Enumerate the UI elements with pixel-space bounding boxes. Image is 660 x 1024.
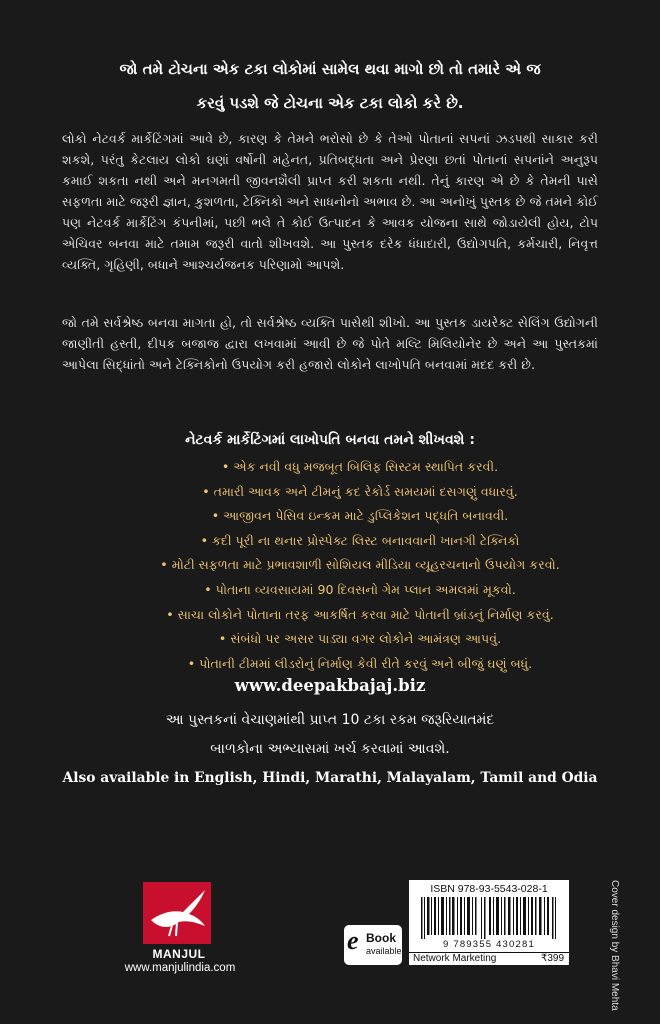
- ebook-book-label: Book: [366, 931, 396, 945]
- list-item: • પોતાની ટીમમાં લીડરોનું નિર્માણ કેવી રીતે કરવું અને બીજું ઘણું બધું.: [187, 655, 533, 671]
- publisher-name: MANJUL: [152, 947, 206, 961]
- list-item: • મોટી સફળતા માટે પ્રભાવશાળી સોશિયલ મીડિયા વ્યૂહરચનાનો ઉપયોગ કરવો.: [160, 557, 560, 573]
- book-price: ₹399: [540, 953, 564, 964]
- ebook-badge: [344, 925, 402, 965]
- list-item: • પોતાના વ્યવસાયમાં 90 દિવસનો ગેમ પ્લાન અમલમાં મૂકવો.: [204, 581, 516, 597]
- headline: [60, 52, 600, 120]
- also-available-note: Also available in English, Hindi, Marathi, Malayalam, Tamil and Odia: [62, 770, 598, 786]
- bird-icon: [143, 882, 211, 944]
- description-paragraph-2: જો તમે સર્વશ્રેષ્ઠ બનવા માગતા હો, તો સર્વશ્રેષ્ઠ વ્યક્તિ પાસેથી શીખો. આ પુસ્તક ડાયરેક્ટ સેલિંગ ઉદ્યોગની જાણીતી હસ્તી, દીપક બજાજ દ્વારા લખવામાં આવી છે જે પોતે મલ્ટિ મિલિયોનેર છે અને આ પુસ્તકમાં આપેલા સિદ્ધાંતો અને ટેક્નિકોનો ઉપયોગ કરી હજારો લોકોને લાખોપતિ બનવામાં મદદ કરી છે.: [62, 315, 598, 372]
- isbn-text: ISBN 978-93-5543-028-1: [430, 883, 548, 895]
- list-item: • તમારી આવક અને ટીમનું કદ રેકોર્ડ સમયમાં દસગણું વધારવું.: [202, 483, 518, 499]
- list-item: • કદી પૂરી ના થનાર પ્રોસ્પેક્ટ લિસ્ટ બનાવવાની ખાનગી ટેક્નિકો: [200, 532, 520, 548]
- cover-design-credit: Cover design by Bhavi Mehta: [609, 880, 620, 1011]
- headline-line-2: કરવું પડશે જે ટોચના એક ટકા લોકો કરે છે.: [196, 94, 464, 112]
- barcode-number: 9 789355 430281: [443, 939, 535, 950]
- list-item: • આજીવન પેસિવ ઇન્કમ માટે ડુપ્લિકેશન પદ્ધતિ બનાવવી.: [211, 508, 509, 524]
- author-website: www.deepakbajaj.biz: [234, 676, 426, 695]
- donation-note: [60, 706, 600, 764]
- list-item: • એક નવી વધુ મજબૂત બિલિફ સિસ્ટમ સ્થાપિત કરવી.: [221, 459, 499, 474]
- ebook-available-label: available: [366, 946, 402, 956]
- donation-line-1: આ પુસ્તકનાં વેચાણમાંથી પ્રાપ્ત 10 ટકા રકમ જરૂરિયાતમંદ: [165, 712, 495, 728]
- list-item: • સાચા લોકોને પોતાના તરફ આકર્ષિત કરવા માટે પોતાની બ્રાંડનું નિર્માણ કરવું.: [166, 606, 554, 622]
- publisher-website: www.manjulindia.com: [124, 962, 236, 974]
- list-item: • સંબંધો પર અસર પાડ્યા વગર લોકોને આમંત્રણ આપવું.: [218, 631, 502, 647]
- barcode-icon: [419, 897, 559, 939]
- publisher-logo: [143, 882, 211, 944]
- ebook-e-letter: e: [347, 926, 359, 955]
- barcode-footer: [409, 952, 569, 966]
- list-title: નેટવર્ક માર્કેટિંગમાં લાખોપતિ બનવા તમને શીખવશે :: [185, 432, 475, 448]
- description-paragraph-1: લોકો નેટવર્ક માર્કેટિંગમાં આવે છે, કારણ કે તેમને ભરોસો છે કે તેઓ પોતાનાં સપનાં ઝડપથી સાકાર કરી શકશે, પરંતુ કેટલાય લોકો ઘણાં વર્ષોની મહેનત, પ્રતિબદ્ધતા અને પ્રેરણા છતાં પોતાનાં સપનાંને અનુરૂપ કમાઈ શકતા નથી અને મનગમતી જીવનશૈલી પ્રાપ્ત કરી શકતા નથી. તેનું કારણ એ છે કે તેમની પાસે સફળતા માટે જરૂરી જ્ઞાન, કુશળતા, ટેક્નિકો અને સાધનોનો અભાવ છે. આ અનોખું પુસ્તક છે જે તમને કોઈ પણ નેટવર્ક માર્કેટિંગ કંપનીમાં, પછી ભલે તે કોઈ ઉત્પાદન કે આવક યોજના સાથે જોડાયેલી હોય, ટોપ એચિવર બનવા માટે તમામ જરૂરી વાતો શીખવશે. આ પુસ્તક દરેક ધંધાદારી, ઉદ્યોગપતિ, કર્મચારી, નિવૃત્ત વ્યક્તિ, ગૃહિણી, બધાને આશ્ચર્યજનક પરિણામો આપશે.: [62, 131, 598, 272]
- book-category: Network Marketing: [413, 953, 497, 964]
- headline-line-1: જો તમે ટોચના એક ટકા લોકોમાં સામેલ થવા માગો છો તો તમારે એ જ: [119, 60, 541, 78]
- donation-line-2: બાળકોના અભ્યાસમાં ખર્ચ કરવામાં આવશે.: [210, 741, 450, 757]
- barcode-panel: [409, 880, 569, 965]
- benefits-list: [130, 455, 590, 676]
